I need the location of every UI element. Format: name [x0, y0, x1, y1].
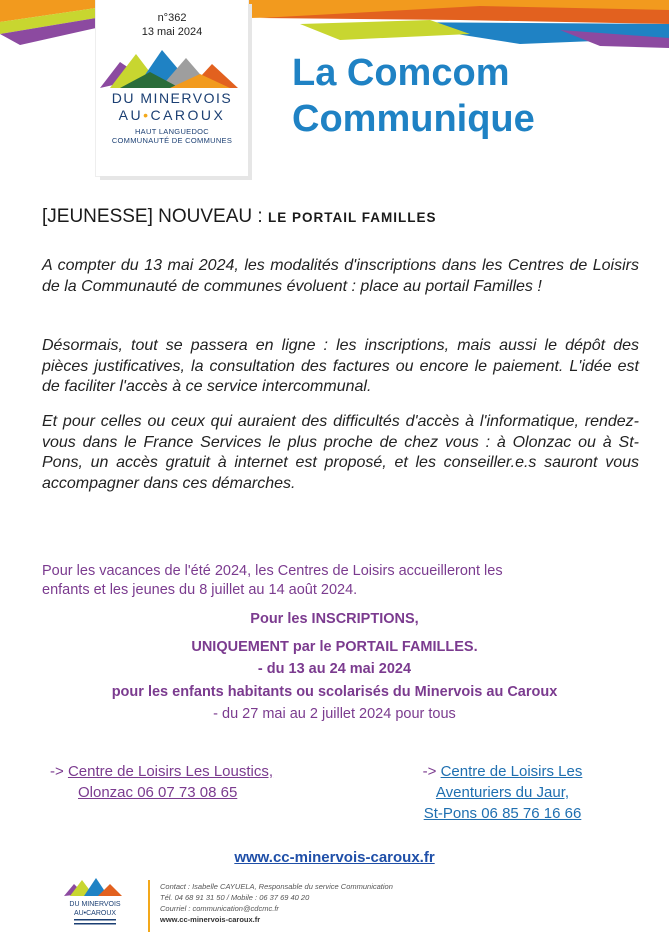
period-2: - du 27 mai au 2 juillet 2024 pour tous	[213, 706, 456, 722]
title-line1: La Comcom	[292, 52, 510, 94]
logo-text-line1: DU MINERVOIS	[111, 90, 233, 106]
svg-text:DU MINERVOIS: DU MINERVOIS	[69, 901, 121, 908]
footer-logo-icon	[60, 878, 130, 932]
article-headline	[42, 206, 436, 228]
issue-date: 13 mai 2024	[141, 26, 203, 38]
headline-main: [JEUNESSE] NOUVEAU :	[42, 206, 268, 227]
paragraph-france-services: Et pour celles ou ceux qui auraient des difficultés d'accès à l'informatique, rendez-vous dans le France Services le plus proche de chez vous : à Olonzac ou à St-Pons, un accès gratuit à internet est proposé, et les conseiller.e.s sauront vous accompagner dans ces démarches.	[42, 413, 639, 492]
issue-number: n°362	[157, 12, 187, 24]
aventuriers-phone-link[interactable]: St-Pons 06 85 76 16 66	[423, 805, 582, 822]
loustics-link[interactable]: Centre de Loisirs Les Loustics,	[67, 763, 274, 780]
footer-phone: Tél. 04 68 91 31 50 / Mobile : 06 37 69 40 20	[160, 893, 310, 902]
newsletter-title	[292, 50, 535, 142]
title-line2: Communique	[292, 98, 535, 140]
inscriptions-mode: UNIQUEMENT par le PORTAIL FAMILLES.	[191, 639, 478, 655]
website-link[interactable]: www.cc-minervois-caroux.fr	[234, 849, 435, 866]
inscriptions-heading: Pour les INSCRIPTIONS,	[250, 611, 419, 627]
aventuriers-link-line2[interactable]: Aventuriers du Jaur,	[435, 784, 570, 801]
period-1-detail: pour les enfants habitants ou scolarisés du Minervois au Caroux	[111, 684, 558, 700]
paragraph-intro: A compter du 13 mai 2024, les modalités d'inscriptions dans les Centres de Loisirs de la Communauté de communes évoluent : place au portail Familles !	[42, 257, 639, 295]
paragraph-online: Désormais, tout se passera en ligne : les inscriptions, mais aussi le dépôt des pièces justificatives, la consultation des factures ou encore le paiement. L'idée est de faciliter l'accès à ce service intercommunal.	[42, 337, 639, 395]
loustics-phone-link[interactable]: Olonzac 06 07 73 08 65	[78, 784, 238, 801]
contact-aventuriers: -> Centre de Loisirs Les Aventuriers du Jaur, St-Pons 06 85 76 16 66	[422, 763, 583, 822]
contact-loustics: -> Centre de Loisirs Les Loustics, Olonzac 06 07 73 08 65	[50, 763, 274, 801]
aventuriers-link[interactable]: Centre de Loisirs Les	[440, 763, 583, 780]
footer-contact: Contact : Isabelle CAYUELA, Responsable du service Communication	[160, 882, 393, 891]
header-logo-card	[96, 0, 248, 176]
logo-text-line2: AU•CAROUX	[118, 107, 226, 123]
logo-subtitle-region: HAUT LANGUEDOC	[134, 127, 210, 136]
summer-info: Pour les vacances de l'été 2024, les Centres de Loisirs accueilleront les enfants et les jeunes du 8 juillet au 14 août 2024.	[42, 563, 503, 598]
footer-website: www.cc-minervois-caroux.fr	[160, 915, 261, 924]
footer-email: Courriel : communication@cdcmc.fr	[160, 904, 279, 913]
mountain-logo-icon	[100, 48, 244, 90]
logo-subtitle-org: COMMUNAUTÉ DE COMMUNES	[111, 136, 233, 145]
svg-text:AU•CAROUX: AU•CAROUX	[73, 910, 117, 917]
headline-subject: LE PORTAIL FAMILLES	[267, 210, 437, 225]
period-1: - du 13 au 24 mai 2024	[257, 661, 412, 677]
footer-separator	[148, 880, 150, 932]
